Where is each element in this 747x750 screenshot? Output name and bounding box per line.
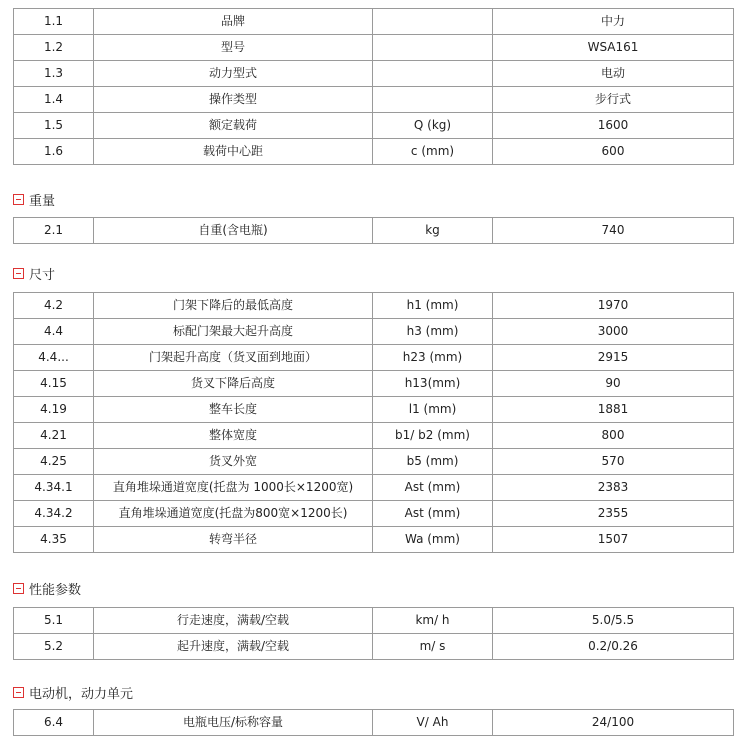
section-header-dimensions[interactable] <box>13 265 55 281</box>
table-row <box>14 319 734 345</box>
spec-number: 4.25 <box>14 449 94 475</box>
section-title: 重量 <box>29 193 56 209</box>
table-row <box>14 113 734 139</box>
spec-number: 1.1 <box>14 9 94 35</box>
spec-name: 载荷中心距 <box>94 139 373 165</box>
table-row <box>14 527 734 553</box>
section-header-performance[interactable] <box>13 580 81 596</box>
spec-value: 24/100 <box>493 710 734 736</box>
table-row <box>14 293 734 319</box>
table-row <box>14 35 734 61</box>
spec-value: 5.0/5.5 <box>493 608 734 634</box>
spec-unit <box>373 61 493 87</box>
spec-number: 5.2 <box>14 634 94 660</box>
spec-value: 2355 <box>493 501 734 527</box>
spec-number: 6.4 <box>14 710 94 736</box>
spec-unit: b1/ b2 (mm) <box>373 423 493 449</box>
general-spec-table <box>13 8 734 165</box>
spec-name: 门架下降后的最低高度 <box>94 293 373 319</box>
spec-unit: l1 (mm) <box>373 397 493 423</box>
section-title: 性能参数 <box>29 582 82 598</box>
spec-number: 4.35 <box>14 527 94 553</box>
spec-name: 品牌 <box>94 9 373 35</box>
spec-value: 2915 <box>493 345 734 371</box>
collapse-icon[interactable] <box>13 268 24 279</box>
spec-name: 转弯半径 <box>94 527 373 553</box>
section-header-weight[interactable] <box>13 191 55 207</box>
table-row <box>14 397 734 423</box>
spec-value: 2383 <box>493 475 734 501</box>
spec-name: 门架起升高度（货叉面到地面） <box>94 345 373 371</box>
motor-spec-table <box>13 709 734 736</box>
collapse-icon[interactable] <box>13 194 24 205</box>
table-row <box>14 501 734 527</box>
table-row <box>14 710 734 736</box>
spec-value: 0.2/0.26 <box>493 634 734 660</box>
spec-value: 1507 <box>493 527 734 553</box>
spec-name: 货叉下降后高度 <box>94 371 373 397</box>
spec-number: 1.5 <box>14 113 94 139</box>
table-row <box>14 87 734 113</box>
table-row <box>14 371 734 397</box>
spec-name: 电瓶电压/标称容量 <box>94 710 373 736</box>
table-row <box>14 423 734 449</box>
spec-unit <box>373 87 493 113</box>
weight-spec-table <box>13 217 734 244</box>
spec-unit: Wa (mm) <box>373 527 493 553</box>
collapse-icon[interactable] <box>13 687 24 698</box>
table-row <box>14 9 734 35</box>
spec-value: 90 <box>493 371 734 397</box>
section-title: 电动机，动力单元 <box>29 686 134 702</box>
spec-value: 800 <box>493 423 734 449</box>
table-row <box>14 218 734 244</box>
spec-value: 600 <box>493 139 734 165</box>
spec-number: 1.2 <box>14 35 94 61</box>
spec-number: 1.3 <box>14 61 94 87</box>
table-row <box>14 475 734 501</box>
spec-value: 1881 <box>493 397 734 423</box>
spec-name: 直角堆垛通道宽度(托盘为800宽×1200长) <box>94 501 373 527</box>
spec-number: 5.1 <box>14 608 94 634</box>
spec-number: 4.21 <box>14 423 94 449</box>
spec-unit: Q (kg) <box>373 113 493 139</box>
spec-unit <box>373 9 493 35</box>
spec-unit: c (mm) <box>373 139 493 165</box>
spec-unit: h23 (mm) <box>373 345 493 371</box>
spec-name: 自重(含电瓶) <box>94 218 373 244</box>
spec-value: 中力 <box>493 9 734 35</box>
spec-name: 整车长度 <box>94 397 373 423</box>
spec-number: 4.2 <box>14 293 94 319</box>
spec-number: 4.34.1 <box>14 475 94 501</box>
spec-unit: h3 (mm) <box>373 319 493 345</box>
table-row <box>14 139 734 165</box>
spec-value: 电动 <box>493 61 734 87</box>
spec-value: 1970 <box>493 293 734 319</box>
table-row <box>14 345 734 371</box>
spec-value: 570 <box>493 449 734 475</box>
spec-unit <box>373 35 493 61</box>
section-header-motor[interactable] <box>13 684 133 700</box>
spec-number: 2.1 <box>14 218 94 244</box>
spec-unit: km/ h <box>373 608 493 634</box>
spec-name: 行走速度，满载/空载 <box>94 608 373 634</box>
spec-value: 3000 <box>493 319 734 345</box>
spec-value: WSA161 <box>493 35 734 61</box>
spec-number: 4.4 <box>14 319 94 345</box>
spec-number: 4.34.2 <box>14 501 94 527</box>
spec-name: 整体宽度 <box>94 423 373 449</box>
spec-name: 货叉外宽 <box>94 449 373 475</box>
spec-name: 动力型式 <box>94 61 373 87</box>
performance-spec-table <box>13 607 734 660</box>
spec-unit: m/ s <box>373 634 493 660</box>
section-title: 尺寸 <box>29 267 56 283</box>
spec-number: 4.4... <box>14 345 94 371</box>
spec-unit: h13(mm) <box>373 371 493 397</box>
table-row <box>14 61 734 87</box>
spec-name: 标配门架最大起升高度 <box>94 319 373 345</box>
spec-name: 起升速度，满载/空载 <box>94 634 373 660</box>
spec-name: 操作类型 <box>94 87 373 113</box>
spec-name: 直角堆垛通道宽度(托盘为 1000长×1200宽) <box>94 475 373 501</box>
spec-value: 步行式 <box>493 87 734 113</box>
spec-value: 740 <box>493 218 734 244</box>
spec-number: 4.15 <box>14 371 94 397</box>
table-row <box>14 634 734 660</box>
spec-name: 型号 <box>94 35 373 61</box>
spec-value: 1600 <box>493 113 734 139</box>
spec-unit: kg <box>373 218 493 244</box>
spec-number: 4.19 <box>14 397 94 423</box>
spec-unit: h1 (mm) <box>373 293 493 319</box>
spec-unit: V/ Ah <box>373 710 493 736</box>
spec-number: 1.4 <box>14 87 94 113</box>
spec-unit: Ast (mm) <box>373 475 493 501</box>
table-row <box>14 449 734 475</box>
spec-unit: Ast (mm) <box>373 501 493 527</box>
table-row <box>14 608 734 634</box>
spec-unit: b5 (mm) <box>373 449 493 475</box>
spec-number: 1.6 <box>14 139 94 165</box>
dimensions-spec-table <box>13 292 734 553</box>
spec-name: 额定载荷 <box>94 113 373 139</box>
collapse-icon[interactable] <box>13 583 24 594</box>
